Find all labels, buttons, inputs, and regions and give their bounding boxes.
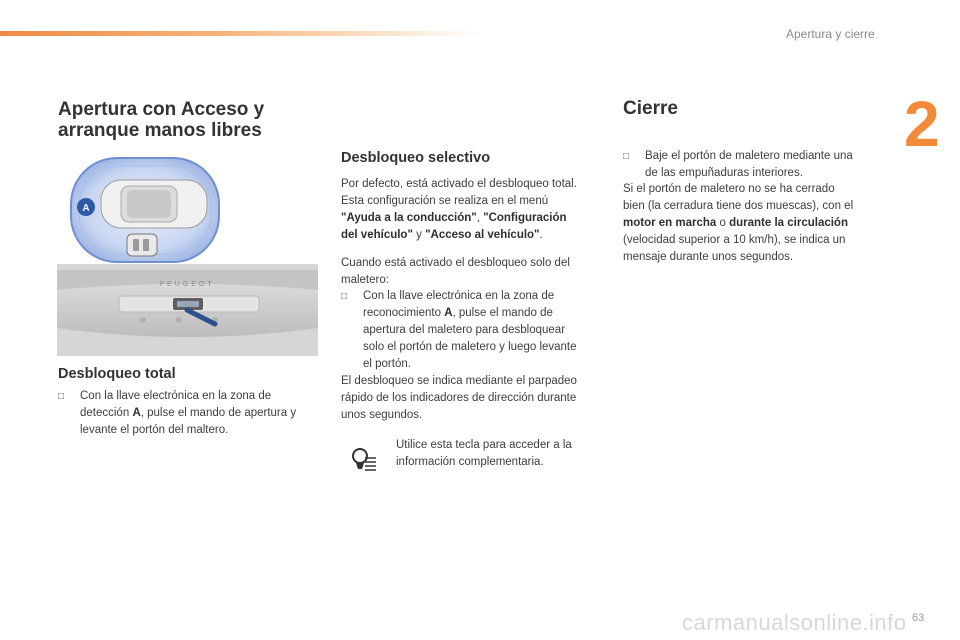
bullet-line: Con la llave electrónica en la zona de (363, 290, 555, 302)
text-line: (velocidad superior a 10 km/h), se indica un (623, 234, 846, 246)
bullet-desbloqueo-total (58, 388, 323, 439)
bullet-line: detección (80, 407, 133, 419)
bullet-line: Con la llave electrónica en la zona de (80, 390, 272, 402)
text-line: Si el portón de maletero no se ha cerrado (623, 183, 835, 195)
watermark: carmanualsonline.info (682, 610, 907, 635)
text-line: y (412, 229, 426, 241)
bullet-desbloqueo-selectivo (341, 288, 606, 373)
menu-path-part: del vehículo" (341, 229, 413, 241)
page-title-line-2: arranque manos libres (58, 120, 262, 141)
text-line: Por defecto, está activado el desbloqueo total. (341, 178, 577, 190)
text-line: Cuando está activado el desbloqueo solo del (341, 257, 570, 269)
bullet-line: , pulse el mando de apertura y (140, 407, 297, 419)
menu-path-part: "Configuración (483, 212, 567, 224)
chapter-number: 2 (904, 88, 940, 160)
tip-text (396, 437, 606, 471)
text-line: Esta configuración se realiza en el menú (341, 195, 549, 207)
bullet-line: apertura del maletero para desbloquear (363, 324, 566, 336)
text-line: o (716, 217, 730, 229)
text-line: rápido de los indicadores de dirección durante (341, 392, 577, 404)
subtitle-desbloqueo-selectivo: Desbloqueo selectivo (341, 150, 491, 166)
zone-a-ref: A (444, 307, 453, 319)
text-line: . (539, 229, 543, 241)
header-accent-bar (0, 31, 480, 36)
page-title-line-1: Apertura con Acceso y (58, 99, 265, 120)
tailgate-illustration (57, 152, 318, 356)
title-cierre: Cierre (623, 98, 678, 119)
bullet-line: el portón. (363, 358, 411, 370)
paragraph-trunk-only (341, 255, 606, 289)
text-line: Utilice esta tecla para acceder a la (396, 439, 572, 451)
menu-path-part: "Ayuda a la conducción" (341, 212, 477, 224)
bullet-line: de las empuñaduras interiores. (645, 167, 803, 179)
page-number: 63 (912, 612, 925, 624)
zone-a-ref: A (132, 407, 141, 419)
bullet-line: Baje el portón de maletero mediante una (645, 150, 853, 162)
bullet-line: , pulse el mando de (452, 307, 553, 319)
emphasis: motor en marcha (623, 217, 717, 229)
page-title (58, 99, 264, 141)
text-line: , (476, 212, 484, 224)
checkbox-bullet-icon: □ (623, 151, 630, 162)
text-line: bien (la cerradura tiene dos muescas), con el (623, 200, 854, 212)
bullet-line: levante el portón del maltero. (80, 424, 229, 436)
checkbox-bullet-icon: □ (58, 391, 65, 402)
checkbox-bullet-icon: □ (341, 291, 348, 302)
paragraph-cierre (623, 181, 878, 266)
text-line: mensaje durante unos segundos. (623, 251, 794, 263)
car-detection-zone-image (57, 152, 318, 356)
lightbulb-info-icon (350, 446, 380, 472)
paragraph-indicator (341, 373, 606, 424)
bullet-line: reconocimiento (363, 307, 445, 319)
text-line: maletero: (341, 274, 389, 286)
bullet-cierre (623, 148, 878, 182)
subtitle-desbloqueo-total: Desbloqueo total (58, 366, 176, 382)
bullet-line: solo el portón de maletero y luego levante (363, 341, 577, 353)
paragraph-default-setting (341, 176, 606, 244)
callout-a-label: A (82, 203, 90, 214)
menu-path-part: "Acceso al vehículo" (425, 229, 540, 241)
emphasis: durante la circulación (729, 217, 848, 229)
text-line: unos segundos. (341, 409, 423, 421)
tailgate-lettering: PEUGEOT (159, 281, 215, 288)
section-title: Apertura y cierre (786, 27, 875, 41)
text-line: El desbloqueo se indica mediante el parpadeo (341, 375, 577, 387)
text-line: información complementaria. (396, 456, 544, 468)
